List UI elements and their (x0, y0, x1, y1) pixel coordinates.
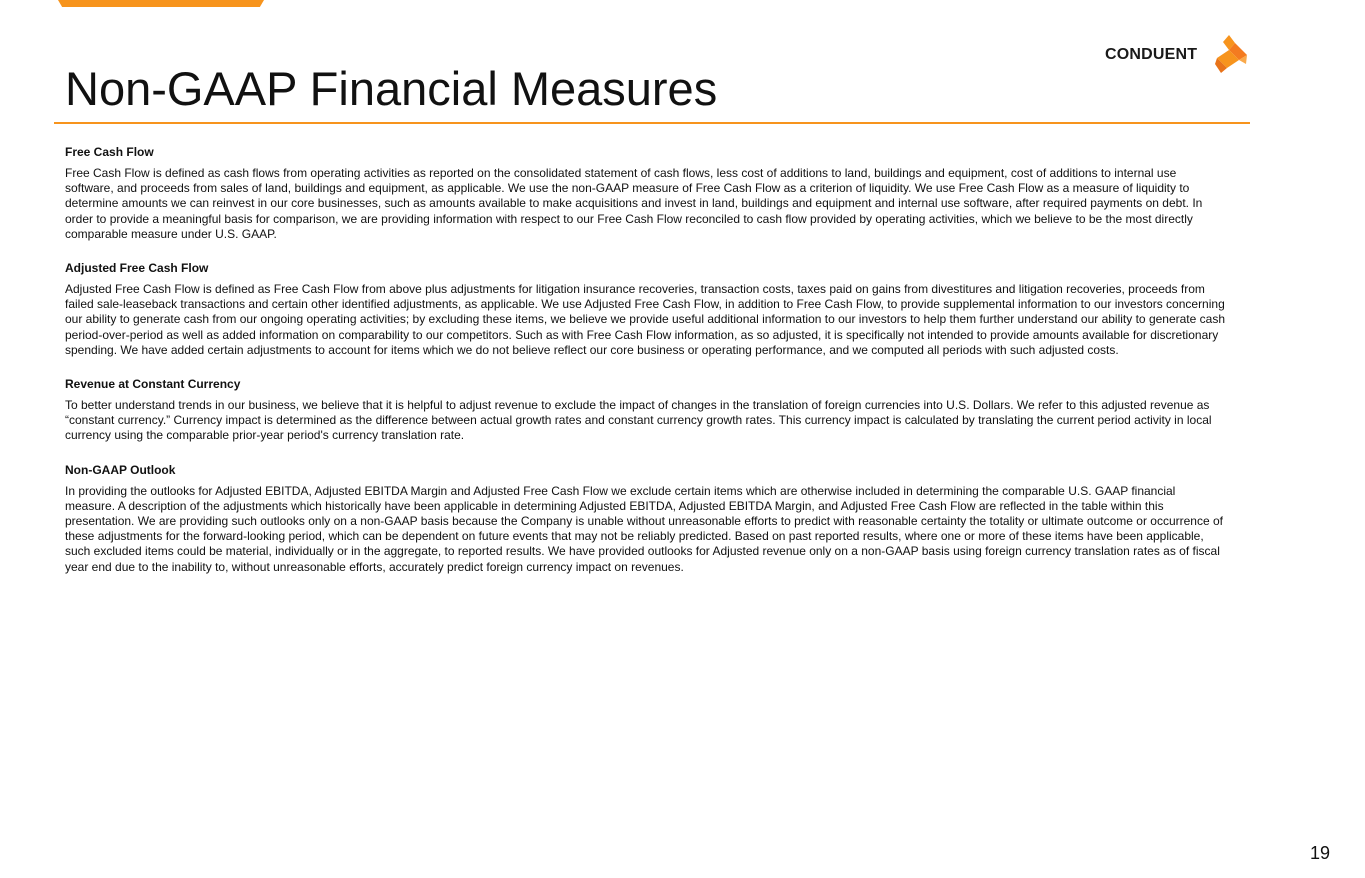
content-area (65, 145, 1225, 594)
section-free-cash-flow (65, 145, 1225, 242)
section-non-gaap-outlook (65, 463, 1225, 575)
section-body: To better understand trends in our business, we believe that it is helpful to adjust revenue to exclude the impact of changes in the translation of foreign currencies into U.S. Dollars. We refer to this adjusted revenue as “constant currency.” Currency impact is determined as the difference between actual growth rates and constant currency growth rates. This currency impact is calculated by translating the current period activity in local currency using the comparable prior-year period's currency translation rate. (65, 398, 1212, 443)
section-heading: Adjusted Free Cash Flow (65, 261, 209, 276)
section-heading: Revenue at Constant Currency (65, 377, 241, 392)
section-heading: Free Cash Flow (65, 145, 154, 159)
section-adjusted-free-cash-flow (65, 261, 1225, 358)
section-body: Adjusted Free Cash Flow is defined as Free Cash Flow from above plus adjustments for litigation insurance recoveries, transaction costs, taxes paid on gains from divestitures and litigation recoveries, proceeds from failed sale-leaseback transactions and certain other identified adjustments, as applicable. We use Adjusted Free Cash Flow, in addition to Free Cash Flow, to provide supplemental information to our investors concerning our ability to generate cash from our ongoing operating activities; by excluding these items, we believe we provide useful additional information to our investors to help them further understand our ability to generate cash period-over-period as well as added information on comparability to our competitors. Such as with Free Cash Flow information, as so adjusted, it is specifically not intended to provide amounts available for discretionary spending. We have added certain adjustments to account for items which we do not believe reflect our core business or operating performance, and we computed all periods with such adjusted costs. (65, 282, 1225, 357)
conduent-logo (1105, 34, 1250, 74)
conduent-logo-mark-icon (1211, 34, 1251, 74)
page-number: 19 (1309, 843, 1330, 863)
section-heading: Non-GAAP Outlook (65, 462, 176, 477)
section-body: In providing the outlooks for Adjusted EBITDA, Adjusted EBITDA Margin and Adjusted Free Cash Flow we exclude certain items which are otherwise included in determining the comparable U.S. GAAP financial measure. A description of the adjustments which historically have been applicable in determining Adjusted EBITDA, Adjusted EBITDA Margin, and Adjusted Free Cash Flow are reflected in the table within this presentation. We are providing such outlooks only on a non-GAAP basis because the Company is unable without unreasonable efforts to predict with reasonable certainty the totality or ultimate outcome or occurrence of these adjustments for the forward-looking period, which can be dependent on future events that may not be reliably predicted. Based on past reported results, where one or more of these items have been applicable, such excluded items could be material, individually or in the aggregate, to reported results. We have provided outlooks for Adjusted revenue only on a non-GAAP basis using foreign currency translation rates as of fiscal year end due to the inability to, without unreasonable efforts, accurately predict foreign currency impact on revenues. (65, 483, 1223, 574)
logo-wordmark: CONDUENT (1105, 46, 1198, 63)
top-accent-bar (58, 0, 264, 7)
section-revenue-constant-currency (65, 377, 1225, 444)
section-body: Free Cash Flow is defined as cash flows from operating activities as reported on the consolidated statement of cash flows, less cost of additions to land, buildings and equipment, cost of additions to internal use software, and proceeds from sales of land, buildings and equipment, as applicable. We use the non-GAAP measure of Free Cash Flow as a criterion of liquidity. We use Free Cash Flow as a measure of liquidity to determine amounts we can reinvest in our core businesses, such as amounts available to make acquisitions and invest in land, buildings and equipment and internal use software, after required payments on debt. In order to provide a meaningful basis for comparison, we are providing information with respect to our Free Cash Flow reconciled to cash flow provided by operating activities, which we believe to be the most directly comparable measure under U.S. GAAP. (65, 166, 1203, 241)
title-divider (54, 122, 1250, 124)
page-title: Non-GAAP Financial Measures (65, 62, 718, 115)
